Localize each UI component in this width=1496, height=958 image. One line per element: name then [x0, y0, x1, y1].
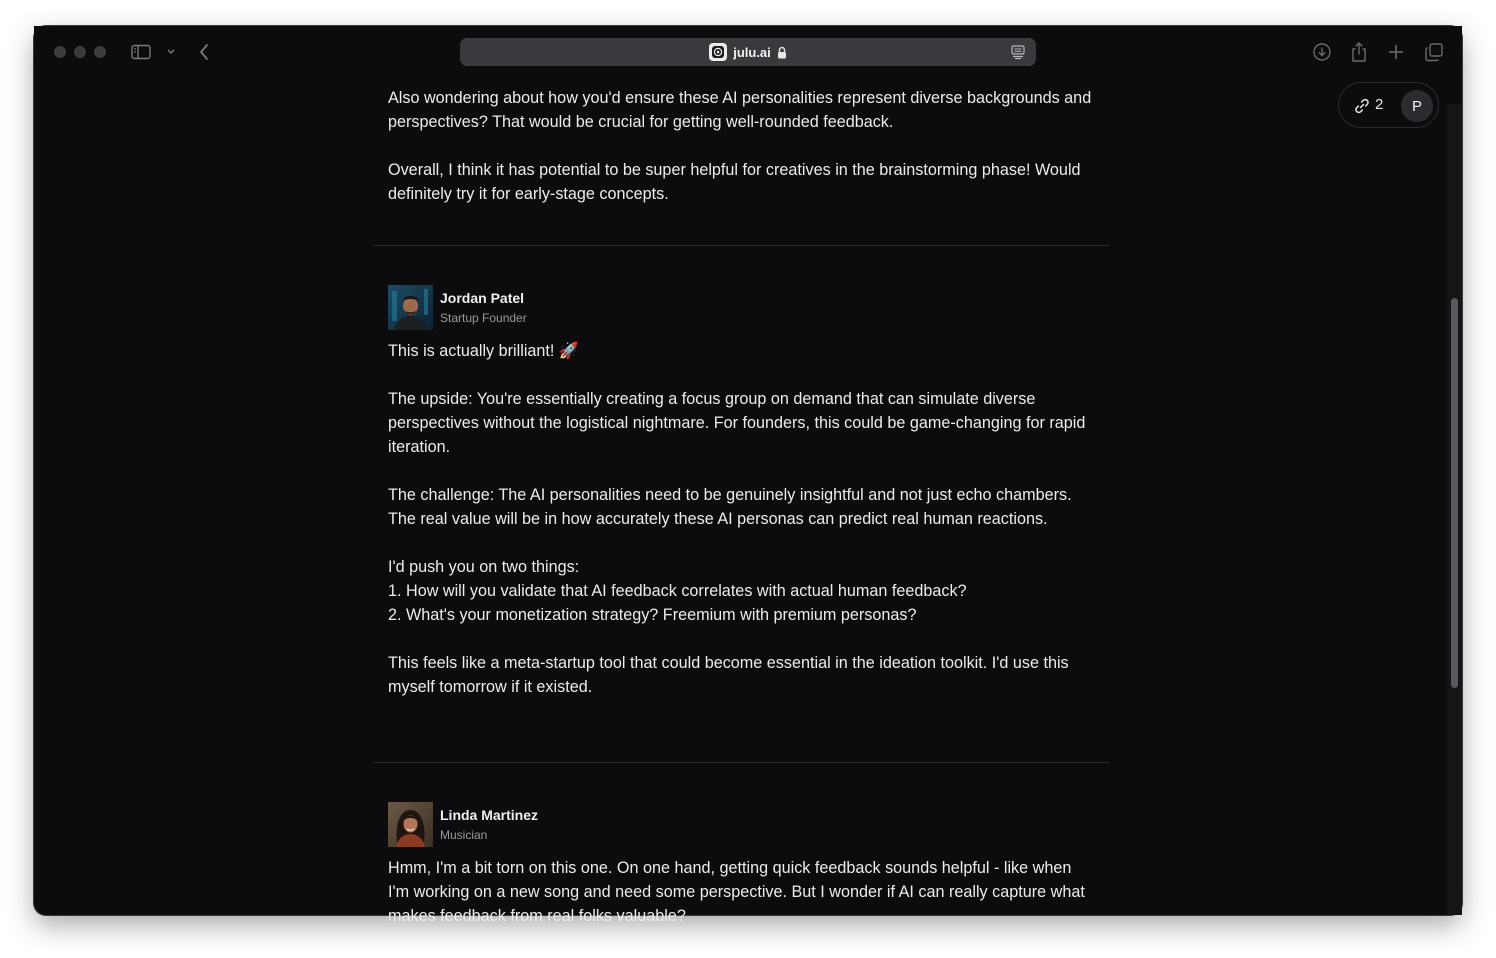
back-icon[interactable] — [192, 40, 216, 64]
author-name[interactable]: Jordan Patel — [440, 290, 525, 306]
chevron-down-icon[interactable] — [162, 40, 180, 64]
collaborators-pill[interactable] — [1338, 82, 1439, 128]
comment-body — [388, 856, 1094, 928]
comment-author — [388, 802, 788, 848]
author-role: Musician — [440, 828, 488, 842]
url-text: julu.ai — [733, 44, 771, 60]
comment-paragraph: This is actually brilliant! 🚀 — [388, 342, 580, 360]
comment-paragraph: The challenge: The AI personalities need to be genuinely insightful and not just echo chambers. The real value will be in how accurately these AI personas can predict real human reactions. — [388, 486, 1072, 528]
comment-paragraph: The upside: You're essentially creating a focus group on demand that can simulate diverse perspectives without the logistical nightmare. For founders, this could be game-changing for rapid iteration. — [388, 390, 1086, 456]
site-favicon-icon — [709, 43, 727, 61]
zoom-window-button[interactable] — [94, 46, 106, 58]
avatar — [388, 285, 433, 330]
browser-toolbar — [34, 26, 1462, 78]
link-icon — [1353, 97, 1371, 120]
author-role: Startup Founder — [440, 311, 527, 325]
share-icon[interactable] — [1347, 40, 1371, 64]
comment-paragraph: I'd push you on two things: 1. How will you validate that AI feedback correlates with actual human feedback? 2. What's your monetization strategy? Freemium with premium personas? — [388, 558, 967, 624]
browser-window — [34, 26, 1462, 925]
sidebar-icon[interactable] — [130, 40, 152, 64]
comment-paragraph: Hmm, I'm a bit torn on this one. On one hand, getting quick feedback sounds helpful - like when I'm working on a new song and need some perspective. But I wonder if AI can really capture what makes feedback from real folks valuable? — [388, 859, 1085, 925]
share-count: 2 — [1375, 96, 1384, 113]
comment-body — [388, 339, 1094, 699]
comment-body — [388, 86, 1094, 206]
download-icon[interactable] — [1310, 40, 1334, 64]
minimize-window-button[interactable] — [74, 46, 86, 58]
comment-paragraph: This feels like a meta-startup tool that could become essential in the ideation toolkit. I'd use this myself tomorrow if it existed. — [388, 654, 1069, 696]
close-window-button[interactable] — [54, 46, 66, 58]
author-name[interactable]: Linda Martinez — [440, 807, 539, 823]
new-tab-icon[interactable] — [1384, 40, 1408, 64]
lock-icon — [777, 46, 787, 59]
avatar — [388, 802, 433, 847]
address-bar[interactable] — [460, 38, 1036, 66]
comment-paragraph: Also wondering about how you'd ensure these AI personalities represent diverse backgrounds and perspectives? That would be crucial for getting well-rounded feedback. — [388, 89, 1092, 131]
user-avatar[interactable]: P — [1401, 90, 1433, 122]
divider — [373, 762, 1109, 763]
comment-author — [388, 285, 788, 331]
reader-mode-icon[interactable] — [1010, 44, 1026, 60]
divider — [373, 245, 1109, 246]
tab-overview-icon[interactable] — [1422, 40, 1446, 64]
scrollbar-thumb[interactable] — [1451, 298, 1458, 688]
comment-paragraph: Overall, I think it has potential to be super helpful for creatives in the brainstorming phase! Would definitely try it for early-stage concepts. — [388, 161, 1081, 203]
